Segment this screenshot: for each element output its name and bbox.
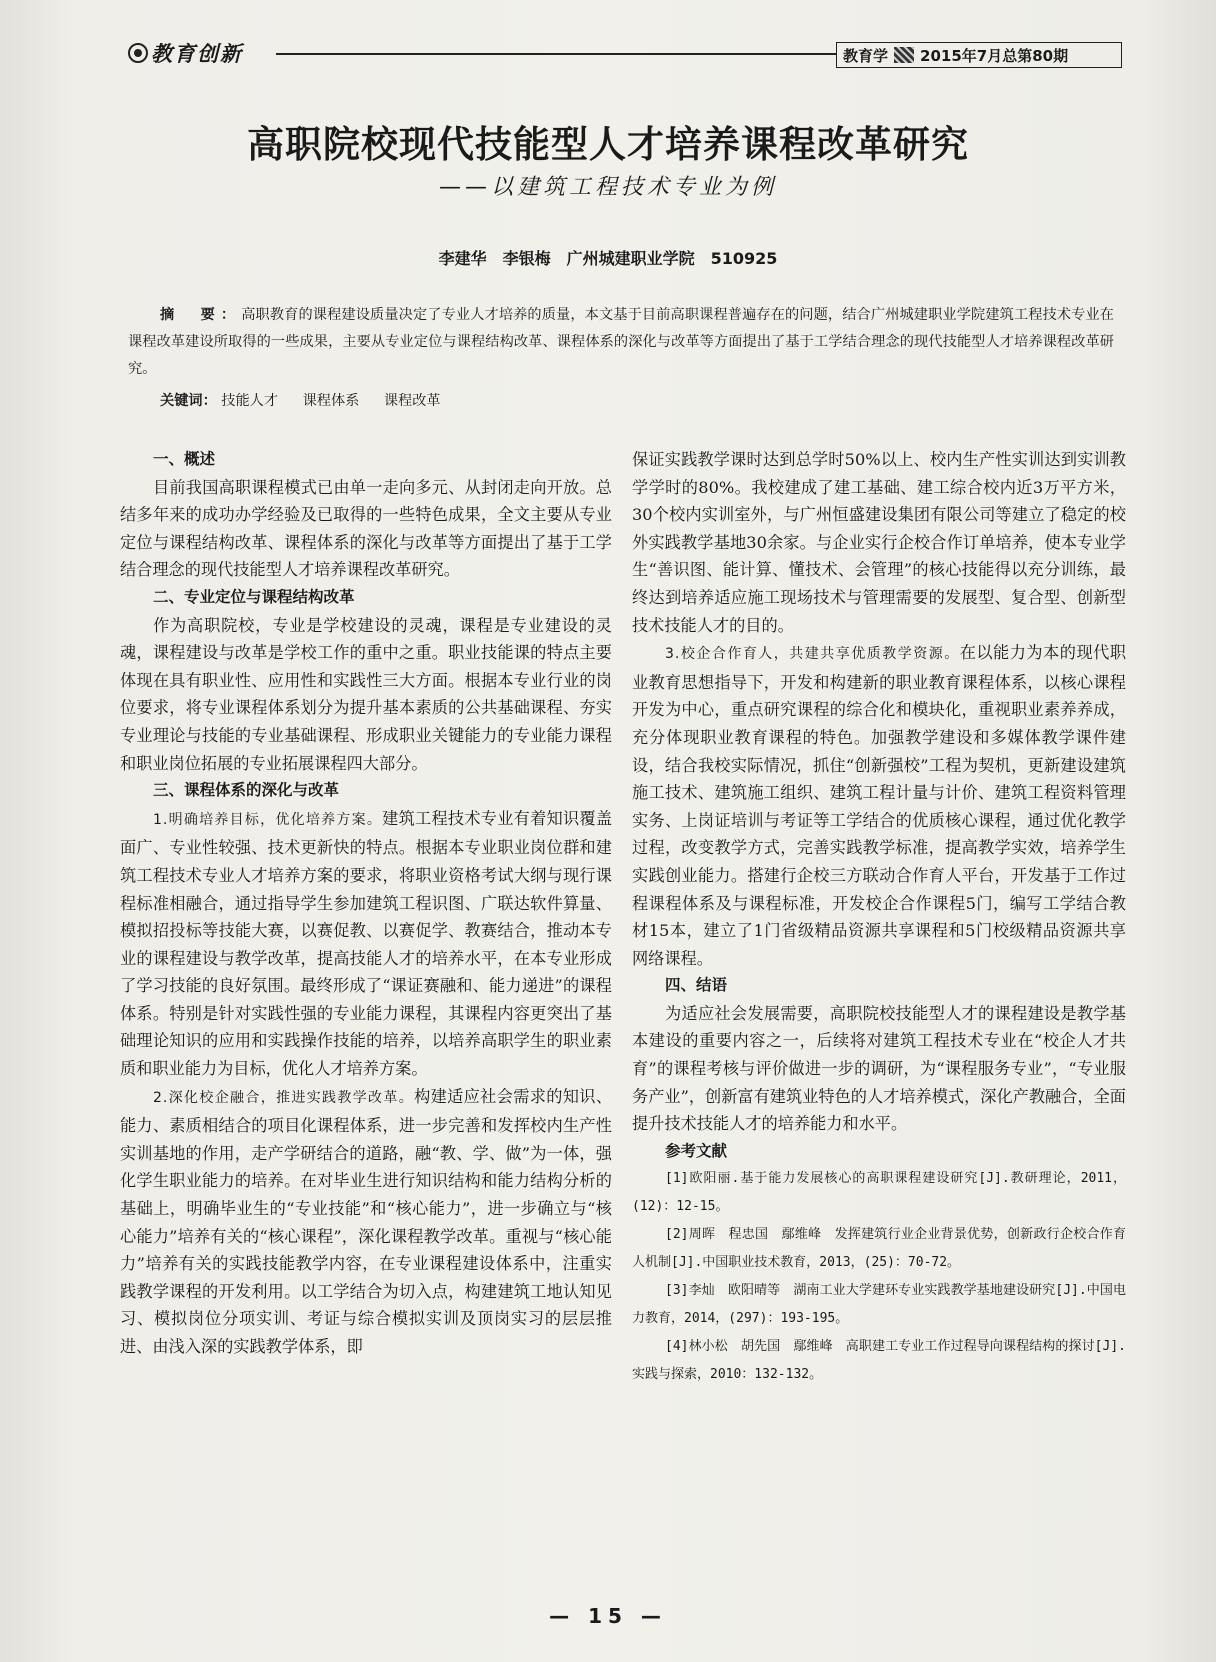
keywords-label: 关键词：	[160, 393, 217, 409]
reference-item: [3]李灿 欧阳晴等 湖南工业大学建环专业实践教学基地建设研究[J].中国电力教育，2014，(297)：193-195。	[632, 1283, 1126, 1327]
journal-name: 教育学	[843, 46, 889, 65]
paragraph-text: 构建适应社会需求的知识、能力、素质相结合的项目化课程体系，进一步完善和发挥校内生产性实训基地的作用，走产学研结合的道路，融“教、学、做”为一体，强化学生职业能力的培养。在对毕业生进行知识结构和能力结构分析的基础上，明确毕业生的“专业技能”和“核心能力”，进一步确立与“核心能力”培养有关的“核心课程”，深化课程教学改革。重视与“核心能力”培养有关的实践技能教学内容，在专业课程建设体系中，注重实践教学课程的开发利用。以工学结合为切入点，构建建筑工地认知见习、模拟岗位分项实训、考证与综合模拟实训及顶岗实习的层层推进、由浅入深的实践教学体系，即	[120, 1086, 613, 1356]
authors-line: 李建华 李银梅 广州城建职业学院 510925	[438, 249, 778, 268]
section-heading: 一、概述	[153, 450, 216, 468]
references-heading: 参考文献	[665, 1141, 728, 1160]
section-heading: 二、专业定位与课程结构改革	[153, 587, 355, 606]
paragraph-text: 在以能力为本的现代职业教育思想指导下，开发和构建新的职业教育课程体系，以核心课程开发为中心，重点研究课程的综合化和模块化，重视职业素养养成，充分体现职业教育课程的特色。加强教学建设和多媒体教学课件建设，结合我校实际情况，抓住“创新强校”工程为契机，更新建设建筑施工技术、建筑施工组织、建筑工程计量与计价、建筑工程资料管理实务、上岗证培训与考证等工学结合的优质核心课程，通过优化教学过程，改变教学方式，完善实践教学标准，提高教学实效，培养学生实践创业能力。搭建行企校三方联动合作育人平台，开发基于工作过程课程体系及与课程标准，开发校企合作课程5门，编写工学结合教材15本，建立了1门省级精品资源共享课程和5门校级精品资源共享网络课程。	[632, 643, 1127, 968]
abstract	[128, 302, 1114, 383]
article-subtitle: ——以建筑工程技术专业为例	[438, 175, 777, 200]
paragraph: 为适应社会发展需要，高职院校技能型人才的课程建设是教学基本建设的重要内容之一，后续将对建筑工程技术专业在“校企人才共育”的课程考核与评价做进一步的调研，为“课程服务专业”，“专业服务产业”，创新富有建筑业特色的人才培养模式，深化产教融合，全面提升技术技能人才的培养能力和水平。	[632, 1003, 1126, 1134]
journal-issue-box	[836, 42, 1122, 68]
reference-item: [2]周晖 程忠国 鄢维峰 发挥建筑行业企业背景优势，创新政行企校合作育人机制[J].中国职业技术教育，2013，(25)：70-72。	[632, 1227, 1126, 1271]
keyword: 课程体系	[302, 393, 360, 409]
paragraph-text: 建筑工程技术专业有着知识覆盖面广、专业性较强、技术更新快的特点。根据本专业职业岗位群和建筑工程技术专业人才培养方案的要求，将职业资格考试大纲与现行课程标准相融合，通过指导学生参加建筑工程识图、广联达软件算量、模拟招投标等技能大赛，以赛促教、以赛促学、教赛结合，推动本专业的课程建设与教学改革，提高技能人才的培养水平，在本专业形成了学习技能的良好氛围。最终形成了“课证赛融和、能力递进”的课程体系。特别是针对实践性强的专业能力课程，其课程内容更突出了基础理论知识的应用和实践操作技能的培养，以培养高职学生的职业素质和职业能力为目标，优化人才培养方案。	[120, 808, 613, 1079]
subsection-lead: 1.明确培养目标，优化培养方案。	[153, 811, 383, 828]
header-rule	[276, 53, 836, 55]
left-column	[120, 446, 612, 1361]
reference-item: [4]林小松 胡先国 鄢维峰 高职建工专业工作过程导向课程结构的探讨[J].实践与探索，2010：132-132。	[632, 1339, 1126, 1383]
paragraph: 保证实践教学课时达到总学时50%以上、校内生产性实训达到实训教学学时的80%。我校建成了建工基础、建工综合校内近3万平方米，30个校内实训室外，与广州恒盛建设集团有限公司等建立了稳定的校外实践教学基地30余家。与企业实行企校合作订单培养，使本专业学生“善识图、能计算、懂技术、会管理”的核心技能得以充分训练，最终达到培养适应施工现场技术与管理需要的发展型、复合型、创新型技术技能人才的目的。	[632, 450, 1126, 635]
column-header: 教育创新	[128, 38, 243, 68]
abstract-label: 摘 要：	[160, 307, 242, 323]
subsection-lead: 2.深化校企融合，推进实践教学改革。	[153, 1089, 415, 1106]
paragraph	[632, 639, 1126, 972]
right-column	[632, 446, 1126, 1389]
article-title: 高职院校现代技能型人才培养课程改革研究	[247, 122, 969, 166]
keyword: 课程改革	[383, 393, 441, 409]
subsection-lead: 3.校企合作育人，共建共享优质教学资源。	[665, 646, 960, 663]
references-list	[632, 1165, 1126, 1389]
reference-item: [1]欧阳丽.基于能力发展核心的高职课程建设研究[J].教研理论，2011，(12)：12-15。	[632, 1171, 1126, 1215]
paragraph: 目前我国高职课程模式已由单一走向多元、从封闭走向开放。总结多年来的成功办学经验及已取得的一些特色成果，全文主要从专业定位与课程结构改革、课程体系的深化与改革等方面提出了基于工学结合理念的现代技能型人才培养课程改革研究。	[120, 477, 612, 580]
section-heading: 三、课程体系的深化与改革	[153, 781, 340, 800]
section-heading: 四、结语	[665, 976, 728, 995]
keyword: 技能人才	[221, 393, 279, 409]
paragraph	[120, 1083, 612, 1361]
issue-label: 2015年7月总第80期	[920, 46, 1069, 65]
paragraph: 作为高职院校，专业是学校建设的灵魂，课程是专业建设的灵魂，课程建设与改革是学校工作的重中之重。职业技能课的特点主要体现在具有职业性、应用性和实践性三大方面。根据本专业行业的岗位要求，将专业课程体系划分为提升基本素质的公共基础课程、夯实专业理论与技能的专业基础课程、形成职业关键能力的专业能力课程和职业岗位拓展的专业拓展课程四大部分。	[120, 615, 612, 773]
journal-logo-icon	[894, 47, 914, 63]
page-number: — 15 —	[549, 1604, 667, 1628]
keywords	[160, 390, 461, 410]
bullet-circle-icon	[128, 43, 148, 63]
paragraph	[120, 805, 612, 1083]
abstract-text: 高职教育的课程建设质量决定了专业人才培养的质量，本文基于目前高职课程普遍存在的问题，结合广州城建职业学院建筑工程技术专业在课程改革建设所取得的一些成果，主要从专业定位与课程结构改革、课程体系的深化与改革等方面提出了基于工学结合理念的现代技能型人才培养课程改革研究。	[128, 307, 1114, 377]
